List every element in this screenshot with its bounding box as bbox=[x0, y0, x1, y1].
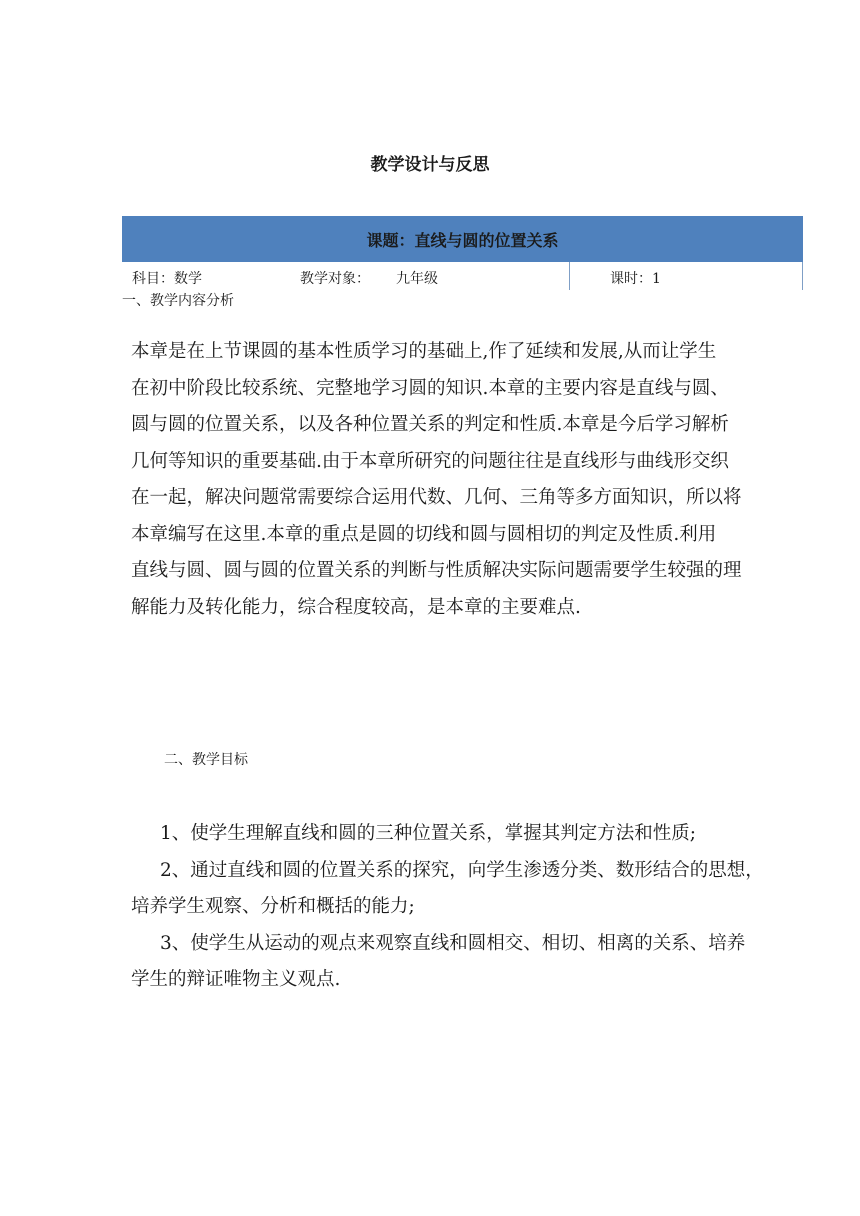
paragraph-line: 本章是在上节课圆的基本性质学习的基础上,作了延续和发展,从而让学生 bbox=[131, 341, 717, 362]
paragraph-line: 在一起，解决问题常需要综合运用代数、几何、三角等多方面知识，所以将 bbox=[131, 487, 742, 508]
teaching-goals-list bbox=[131, 816, 799, 999]
goal-item: 3、使学生从运动的观点来观察直线和圆相交、相切、相离的关系、培养 bbox=[160, 932, 746, 954]
meta-divider bbox=[569, 262, 570, 290]
goal-item-continuation: 培养学生观察、分析和概括的能力; bbox=[131, 896, 415, 917]
goal-item: 2、通过直线和圆的位置关系的探究，向学生渗透分类、数形结合的思想， bbox=[160, 859, 764, 881]
topic-title: 课题：直线与圆的位置关系 bbox=[366, 230, 559, 250]
paragraph-line: 解能力及转化能力，综合程度较高，是本章的主要难点. bbox=[131, 596, 581, 618]
paragraph-line: 本章编写在这里.本章的重点是圆的切线和圆与圆相切的判定及性质.利用 bbox=[131, 523, 717, 545]
meta-divider-right bbox=[802, 262, 803, 290]
paragraph-line: 在初中阶段比较系统、完整地学习圆的知识.本章的主要内容是直线与圆、 bbox=[131, 377, 729, 399]
audience-value: 九年级 bbox=[396, 271, 438, 287]
goal-item-continuation: 学生的辩证唯物主义观点. bbox=[131, 969, 341, 990]
page-title: 教学设计与反思 bbox=[370, 155, 490, 175]
paragraph-line: 几何等知识的重要基础.由于本章所研究的问题往往是直线形与曲线形交织 bbox=[131, 450, 729, 472]
period-label: 课时：1 bbox=[610, 271, 661, 287]
paragraph-line: 直线与圆、圆与圆的位置关系的判断与性质解决实际问题需要学生较强的理 bbox=[131, 560, 742, 581]
section-heading-teaching-goals: 二、教学目标 bbox=[164, 752, 248, 768]
meta-row bbox=[122, 262, 803, 290]
paragraph-line: 圆与圆的位置关系，以及各种位置关系的判定和性质.本章是今后学习解析 bbox=[131, 414, 729, 435]
section-heading-content-analysis: 一、教学内容分析 bbox=[122, 293, 234, 309]
topic-header bbox=[122, 216, 803, 262]
goal-item: 1、使学生理解直线和圆的三种位置关系，掌握其判定方法和性质; bbox=[160, 823, 697, 844]
subject-label: 科目：数学 bbox=[132, 271, 202, 287]
audience-label: 教学对象： bbox=[300, 271, 370, 287]
content-analysis-paragraph bbox=[131, 334, 799, 626]
